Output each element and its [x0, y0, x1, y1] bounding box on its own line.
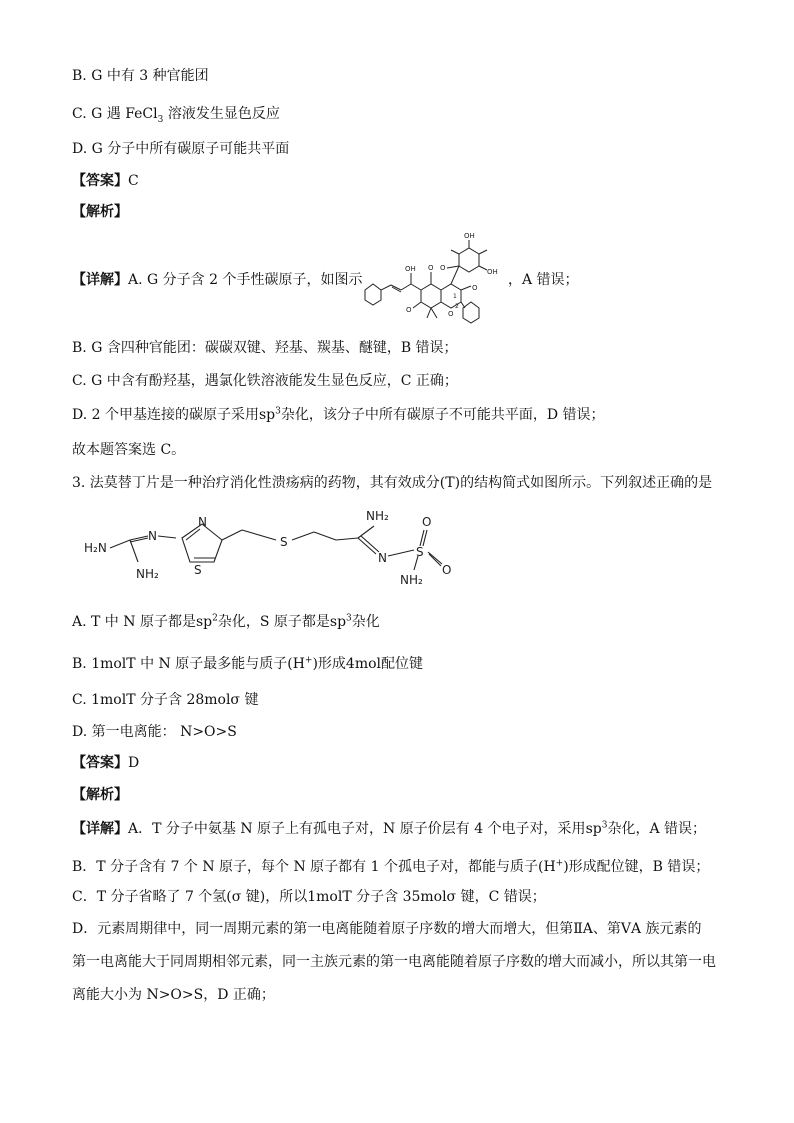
detail-d-post: 杂化，该分子中所有碳原子不可能共平面，D 错误； — [280, 407, 605, 423]
g-oh-left: OH — [405, 265, 416, 273]
q3-detail-a-sp: sp — [585, 821, 602, 837]
g-o-ketone: O — [472, 284, 478, 292]
label-s-chain: S — [280, 535, 288, 549]
fecl3-formula: FeCl — [125, 106, 158, 122]
q3-detail-c: C．T 分子省略了 7 个氢(σ 键)，所以1molT 分子含 35molσ 键，C 错误； — [72, 889, 546, 905]
detail-a-pre: A. G 分子含 2 个手性碳原子，如图示 — [128, 272, 363, 288]
option-d: D. G 分子中所有碳原子可能共平面 — [72, 141, 290, 157]
q3-analysis-tag: 【解析】 — [72, 787, 128, 803]
q3-detail-b-post: )形成配位键，B 错误； — [563, 859, 710, 875]
q3-option-d: D. 第一电离能： N>O>S — [72, 724, 237, 740]
q3-detail-b-ion: H — [543, 859, 556, 875]
detail-d-sp: sp — [258, 407, 276, 423]
q3-detail-d3: 离能大小为 N>O>S，D 正确； — [72, 987, 275, 1003]
q3-detail-b-sup: + — [555, 858, 564, 869]
famotidine-structure — [82, 500, 462, 600]
label-nh2-bottom: NH₂ — [136, 567, 159, 581]
q3-a-pre: A. T 中 N 原子都是 — [72, 614, 196, 630]
q3-detail-b-pre: B．T 分子含有 7 个 N 原子，每个 N 原子都有 1 个孤电子对，都能与质子( — [72, 859, 544, 875]
conclusion: 故本题答案选 C。 — [72, 442, 186, 458]
g-o-top: O — [428, 264, 434, 272]
g-o-ring: O — [448, 310, 454, 318]
q3-detail-a-sup: 3 — [601, 820, 608, 831]
answer-tag: 【答案】 — [72, 173, 128, 189]
label-nh2-top: NH₂ — [366, 509, 389, 523]
q3-b-pre: B. 1molT 中 N 原子最多能与质子 — [72, 656, 288, 672]
q3-a-post: 杂化 — [351, 614, 380, 630]
detail-d-sup: 3 — [275, 406, 281, 417]
answer-value: C — [128, 173, 139, 189]
q3-option-c: C. 1molT 分子含 28molσ 键 — [72, 692, 259, 708]
option-b: B. G 中有 3 种官能团 — [72, 68, 209, 84]
label-s-sulf: S — [416, 545, 424, 559]
question-3-stem: 3. 法莫替丁片是一种治疗消化性溃疡病的药物，其有效成分(T)的结构简式如图所示。下列叙述正确的是 — [72, 475, 713, 491]
label-n-eq: N — [378, 551, 387, 565]
q3-answer-value: D — [128, 755, 140, 771]
q3-a-sp1: sp — [195, 614, 213, 630]
q3-detail-d1: D．元素周期律中，同一周期元素的第一电离能随着原子序数的增大而增大，但第ⅡA、第ⅤA 族元素的 — [72, 921, 702, 937]
g-oh-top: OH — [464, 232, 475, 240]
q3-answer-tag: 【答案】 — [72, 755, 128, 771]
g-o-methoxy: O — [440, 264, 446, 272]
q3-option-a — [72, 612, 380, 632]
g-chiral-1: 1 — [453, 293, 457, 300]
q3-a-sup2: 3 — [346, 613, 352, 624]
q3-detail-a-pre: A．T 分子中氨基 N 原子上有孤电子对，N 原子价层有 4 个电子对，采用 — [128, 821, 586, 837]
detail-b: B. G 含四种官能团：碳碳双键、羟基、羰基、醚键，B 错误； — [72, 340, 458, 356]
label-s-ring: S — [194, 563, 202, 577]
q3-detail-tag: 【详解】 — [72, 821, 128, 837]
analysis-tag: 【解析】 — [72, 204, 128, 220]
q3-b-post: 形成4mol配位键 — [317, 656, 424, 672]
label-n-ring: N — [198, 515, 207, 529]
label-nh2-sulf: NH₂ — [400, 573, 423, 587]
option-c — [72, 104, 280, 124]
label-h2n: H₂N — [84, 541, 107, 555]
detail-a — [72, 270, 362, 290]
option-c-post: 溶液发生显色反应 — [167, 106, 280, 122]
q3-detail-a-post: 杂化，A 错误； — [607, 821, 707, 837]
label-n1: N — [148, 529, 157, 543]
detail-a-post: ，A 错误； — [508, 272, 579, 288]
g-oh-right: OH — [487, 268, 498, 276]
detail-tag: 【详解】 — [72, 272, 128, 288]
option-c-pre: C. G 遇 — [72, 106, 121, 122]
g-chiral-2: 2 — [455, 303, 459, 310]
detail-d — [72, 405, 605, 425]
q3-b-ion: (H+) — [287, 655, 318, 672]
label-o2: O — [442, 563, 452, 577]
label-o1: O — [422, 515, 432, 529]
g-o-ring-keto: O — [406, 306, 412, 314]
q3-detail-a — [72, 819, 706, 839]
q3-detail-d2: 第一电离能大于同周期相邻元素，同一主族元素的第一电离能随着原子序数的增大而减小，所以其第一电 — [72, 954, 716, 970]
q3-answer-line — [72, 753, 139, 773]
fecl3-subscript: 3 — [157, 114, 164, 125]
molecule-g-figure — [355, 228, 505, 338]
q3-a-mid: 杂化，S 原子都是 — [217, 614, 330, 630]
q3-a-sup1: 2 — [212, 613, 218, 624]
answer-line — [72, 171, 139, 191]
q3-option-b — [72, 654, 423, 674]
q3-detail-b — [72, 857, 709, 877]
q3-a-sp2: sp — [329, 614, 347, 630]
detail-c: C. G 中含有酚羟基，遇氯化铁溶液能发生显色反应，C 正确； — [72, 373, 458, 389]
detail-d-pre: D. 2 个甲基连接的碳原子采用 — [72, 407, 259, 423]
